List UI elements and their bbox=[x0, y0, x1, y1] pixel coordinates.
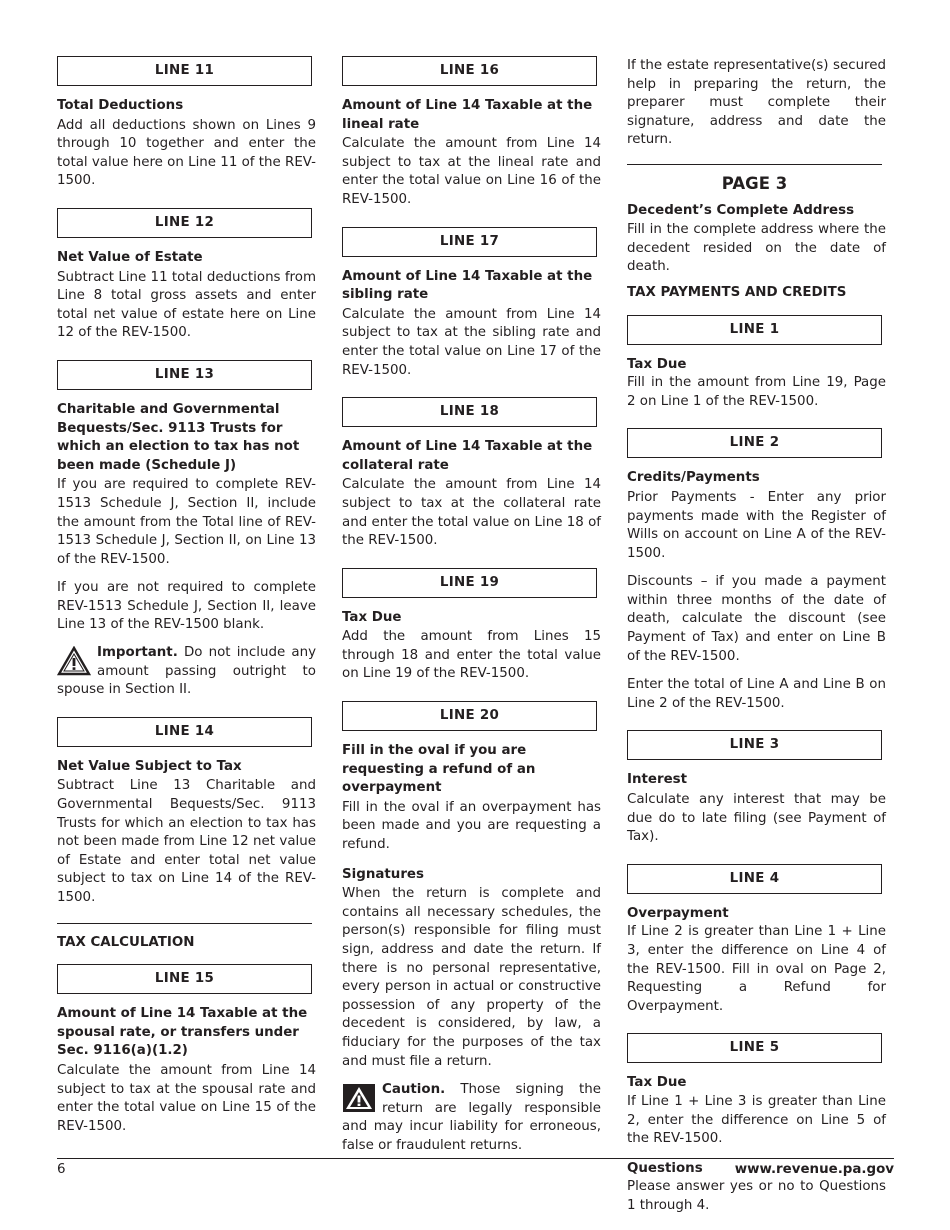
line1-text: Fill in the amount from Line 19, Page 2 on Line 1 of the REV-1500. bbox=[627, 375, 886, 409]
important-text: Do not include any amount passing outright to spouse in Section II. bbox=[57, 645, 316, 698]
line5-text: If Line 1 + Line 3 is greater than Line 2, enter the difference on Line 5 of the REV-1500. bbox=[627, 1093, 886, 1147]
column-2 bbox=[342, 56, 601, 1156]
line14-heading: Net Value Subject to Tax bbox=[57, 758, 242, 774]
line12-heading: Net Value of Estate bbox=[57, 249, 203, 265]
line16-label: LINE 16 bbox=[342, 56, 597, 86]
line13-heading: Charitable and Governmental Bequests/Sec. 9113 Trusts for which an election to tax has not been made (Schedule J) bbox=[57, 401, 300, 473]
line20-heading: Fill in the oval if you are requesting a refund of an overpayment bbox=[342, 743, 536, 796]
line5-heading: Tax Due bbox=[627, 1075, 687, 1091]
address-heading: Decedent’s Complete Address bbox=[627, 202, 855, 218]
line18-heading: Amount of Line 14 Taxable at the collateral rate bbox=[342, 439, 593, 473]
line17-heading: Amount of Line 14 Taxable at the sibling rate bbox=[342, 268, 593, 303]
line2-text-1: Prior Payments - Enter any prior payments made with the Register of Wills on account on Line A of the REV-1500. bbox=[627, 489, 886, 561]
preparer-text: If the estate representative(s) secured help in preparing the return, the preparer must complete their signature, address and date the return. bbox=[627, 58, 886, 148]
line4-text: If Line 2 is greater than Line 1 + Line 3, enter the difference on Line 4 of the REV-1500. Fill in oval on Page 2, Requesting a Refund for Overpayment. bbox=[627, 924, 886, 1014]
line12-label: LINE 12 bbox=[57, 208, 312, 238]
line20-text: Fill in the oval if an overpayment has been made and you are requesting a refund. bbox=[342, 799, 601, 853]
line14-label: LINE 14 bbox=[57, 717, 312, 747]
tax-payments-heading: TAX PAYMENTS AND CREDITS bbox=[627, 284, 847, 300]
signatures-text: When the return is complete and contains all necessary schedules, the person(s) responsible for filing must sign, address and date the return. If there is no personal representative, every person in actual or constructive possession of any property of the decedent is considered, by law, a fiduciary for the purposes of the tax and must file a return. bbox=[342, 886, 601, 1069]
line15-label: LINE 15 bbox=[57, 964, 312, 994]
line12-text: Subtract Line 11 total deductions from Line 8 total gross assets and enter total net value of estate here on Line 12 of the REV-1500. bbox=[57, 269, 316, 341]
website-link[interactable]: www.revenue.pa.gov bbox=[734, 1162, 894, 1177]
important-note bbox=[57, 644, 316, 700]
footer-rule bbox=[57, 1158, 894, 1159]
line3-text: Calculate any interest that may be due do to late filing (see Payment of Tax). bbox=[627, 792, 886, 845]
line1-heading: Tax Due bbox=[627, 356, 687, 372]
tax-calculation-heading: TAX CALCULATION bbox=[57, 934, 195, 950]
line13-text-2: If you are not required to complete REV-1513 Schedule J, Section II, leave Line 13 of the REV-1500 blank. bbox=[57, 580, 316, 633]
signatures-heading: Signatures bbox=[342, 866, 424, 882]
important-label: Important. bbox=[97, 645, 178, 661]
line18-label: LINE 18 bbox=[342, 397, 597, 427]
caution-text: Those signing the return are legally responsible and may incur liability for erroneous, false or fraudulent returns. bbox=[342, 1082, 601, 1153]
line19-label: LINE 19 bbox=[342, 568, 597, 598]
page-number: 6 bbox=[57, 1162, 66, 1177]
line20-label: LINE 20 bbox=[342, 701, 597, 731]
line13-label: LINE 13 bbox=[57, 360, 312, 390]
page-3-heading: PAGE 3 bbox=[721, 173, 788, 193]
line4-heading: Overpayment bbox=[627, 905, 729, 921]
line17-text: Calculate the amount from Line 14 subject to tax at the sibling rate and enter the total value on Line 17 of the REV-1500. bbox=[342, 306, 601, 378]
line11-label: LINE 11 bbox=[57, 56, 312, 86]
line2-text-2: Discounts – if you made a payment within three months of the date of death, calculate the discount (see Payment of Tax) and enter on Line B of the REV-1500. bbox=[627, 574, 886, 664]
line16-text: Calculate the amount from Line 14 subject to tax at the lineal rate and enter the total value on Line 16 of the REV-1500. bbox=[342, 136, 601, 207]
column-1 bbox=[57, 56, 316, 1136]
line19-text: Add the amount from Lines 15 through 18 and enter the total value on Line 19 of the REV-1500. bbox=[342, 629, 601, 682]
line2-label: LINE 2 bbox=[627, 428, 882, 458]
line15-heading: Amount of Line 14 Taxable at the spousal rate, or transfers under Sec. 9116(a)(1.2) bbox=[57, 1006, 308, 1059]
line11-heading: Total Deductions bbox=[57, 98, 184, 113]
line3-heading: Interest bbox=[627, 772, 688, 788]
line17-label: LINE 17 bbox=[342, 227, 597, 257]
line13-text-1: If you are required to complete REV-1513 Schedule J, Section II, include the amount from the Total line of REV-1513 Schedule J, Section II, on Line 13 of the REV-1500. bbox=[57, 477, 316, 567]
line1-label: LINE 1 bbox=[627, 315, 882, 345]
warning-icon bbox=[57, 646, 91, 676]
line5-label: LINE 5 bbox=[627, 1033, 882, 1063]
warning-icon bbox=[342, 1083, 376, 1113]
caution-label: Caution. bbox=[382, 1082, 446, 1098]
line4-label: LINE 4 bbox=[627, 864, 882, 894]
caution-note bbox=[342, 1081, 601, 1155]
line16-heading: Amount of Line 14 Taxable at the lineal rate bbox=[342, 98, 593, 132]
questions-heading: Questions bbox=[627, 1160, 703, 1176]
line2-heading: Credits/Payments bbox=[627, 470, 760, 486]
address-text: Fill in the complete address where the decedent resided on the date of death. bbox=[627, 222, 886, 275]
line11-text: Add all deductions shown on Lines 9 through 10 together and enter the total value here on Line 11 of the REV-1500. bbox=[57, 117, 316, 189]
section-divider bbox=[627, 164, 882, 165]
section-divider bbox=[57, 923, 312, 924]
line3-label: LINE 3 bbox=[627, 730, 882, 760]
questions-text: Please answer yes or no to Questions 1 through 4. bbox=[627, 1179, 886, 1213]
line15-text: Calculate the amount from Line 14 subject to tax at the spousal rate and enter the total value on Line 15 of the REV-1500. bbox=[57, 1062, 316, 1134]
line14-text: Subtract Line 13 Charitable and Governmental Bequests/Sec. 9113 Trusts for which an election to tax has not been made from Line 12 net value of Estate and enter total net value subject to tax on Line 14 of the REV-1500. bbox=[57, 778, 316, 905]
line19-heading: Tax Due bbox=[342, 609, 402, 625]
line2-text-3: Enter the total of Line A and Line B on Line 2 of the REV-1500. bbox=[627, 677, 886, 711]
column-3 bbox=[627, 57, 886, 1216]
line18-text: Calculate the amount from Line 14 subject to tax at the collateral rate and enter the total value on Line 18 of the REV-1500. bbox=[342, 477, 601, 549]
